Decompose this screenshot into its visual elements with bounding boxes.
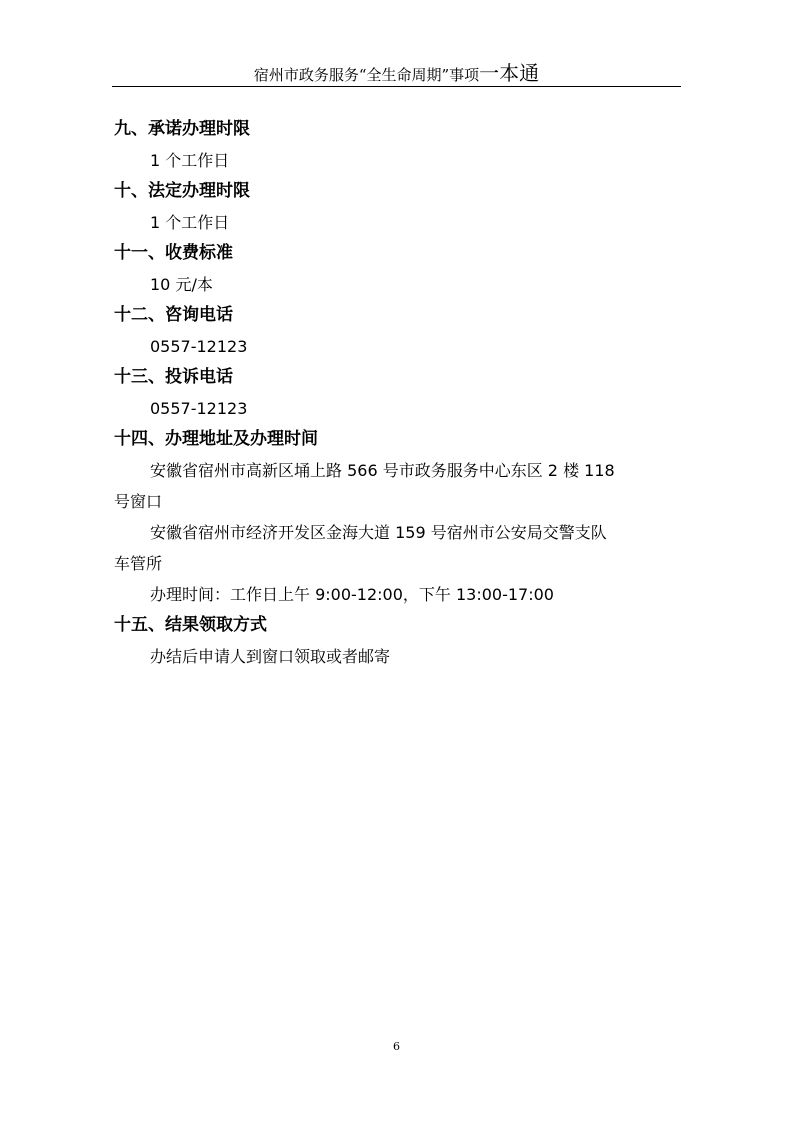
section-heading-9: 九、承诺办理时限 <box>114 119 250 139</box>
section-heading-11: 十一、收费标准 <box>114 243 233 263</box>
promise-time-value: 1 个工作日 <box>150 151 230 170</box>
fee-value: 10 元/本 <box>150 275 213 294</box>
header-title-tail: 一本通 <box>479 61 540 85</box>
section-heading-13: 十三、投诉电话 <box>114 367 233 387</box>
address-2-line-2: 车管所 <box>114 554 163 573</box>
legal-time-value: 1 个工作日 <box>150 213 230 232</box>
result-pickup-value: 办结后申请人到窗口领取或者邮寄 <box>150 647 391 666</box>
header-title: 宿州市政务服务“全生命周期”事项 <box>253 66 480 84</box>
consult-phone-value: 0557-12123 <box>150 337 248 356</box>
section-heading-12: 十二、咨询电话 <box>114 305 233 325</box>
running-header <box>112 60 681 87</box>
office-hours: 办理时间：工作日上午 9:00-12:00，下午 13:00-17:00 <box>150 585 554 604</box>
section-heading-15: 十五、结果领取方式 <box>114 615 267 635</box>
complaint-phone-value: 0557-12123 <box>150 399 248 418</box>
section-heading-10: 十、法定办理时限 <box>114 181 250 201</box>
page-number: 6 <box>393 1040 400 1053</box>
address-2-line-1: 安徽省宿州市经济开发区金海大道 159 号宿州市公安局交警支队 <box>150 523 607 542</box>
section-heading-14: 十四、办理地址及办理时间 <box>114 429 318 449</box>
document-body <box>114 114 684 672</box>
address-1-line-1: 安徽省宿州市高新区埇上路 566 号市政务服务中心东区 2 楼 118 <box>150 461 615 480</box>
address-1-line-2: 号窗口 <box>114 492 163 511</box>
